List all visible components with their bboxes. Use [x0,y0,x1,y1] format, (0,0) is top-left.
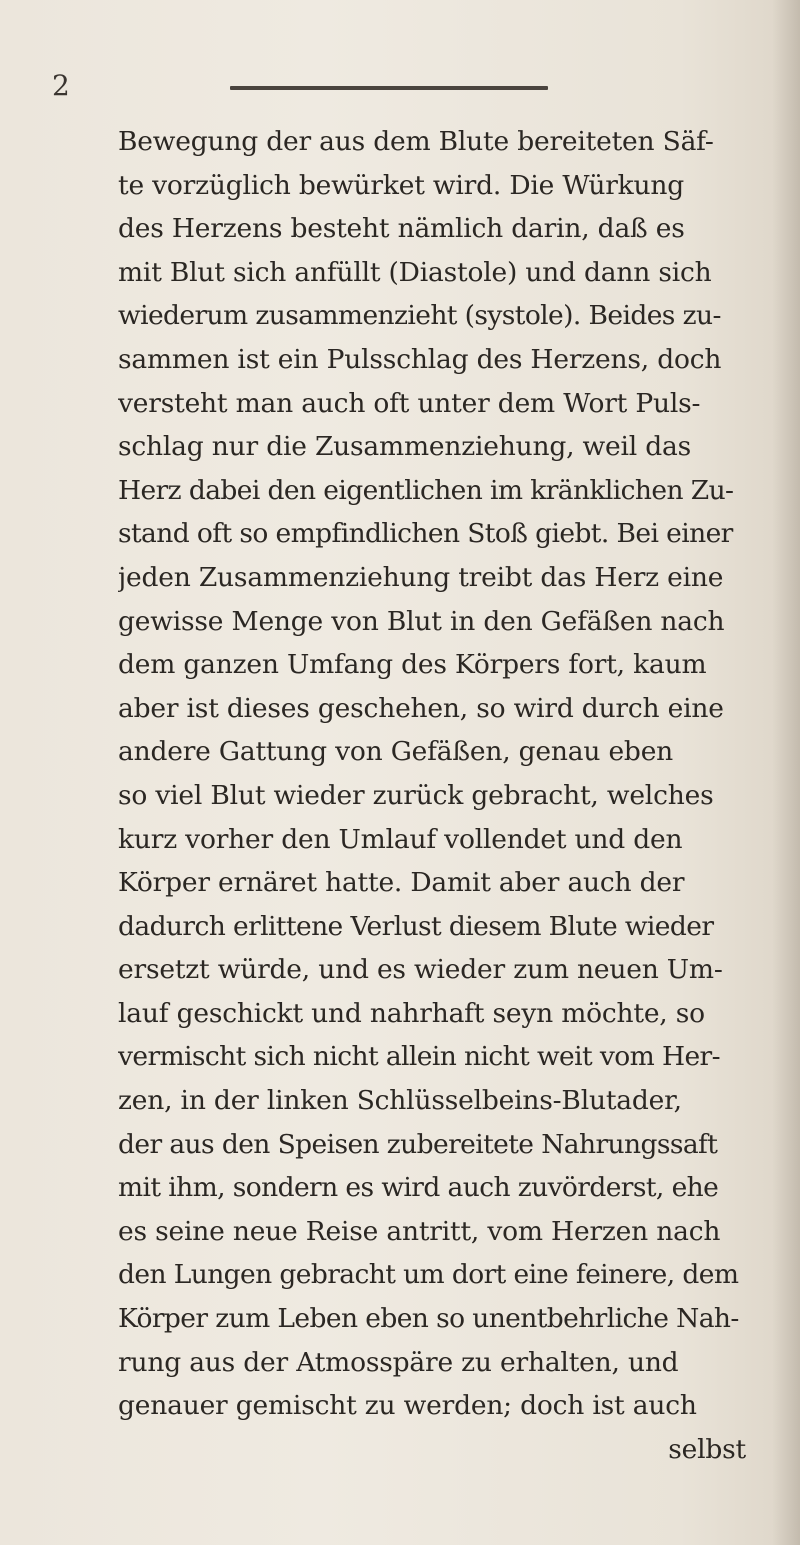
text-line: es seine neue Reise antritt, vom Herzen nach [118,1215,721,1247]
header-rule [230,86,548,90]
text-line: des Herzens besteht nämlich darin, daß es [118,213,685,245]
text-line: dadurch erlittene Verlust diesem Blute wieder [118,910,714,942]
text-line: gewisse Menge von Blut in den Gefäßen nach [118,605,725,637]
text-line: Bewegung der aus dem Blute bereiteten Säf- [118,126,714,157]
text-line: aber ist dieses geschehen, so wird durch eine [118,692,724,724]
text-line: kurz vorher den Umlauf vollendet und den [118,823,683,855]
text-line: mit Blut sich anfüllt (Diastole) und dann sich [118,256,712,288]
body-text [118,120,758,1471]
text-line: ersetzt würde, und es wieder zum neuen Um- [118,954,723,986]
text-line: jeden Zusammenziehung treibt das Herz eine [118,561,724,593]
text-line: Körper zum Leben eben so unentbehrliche Nah- [118,1303,739,1335]
text-line: vermischt sich nicht allein nicht weit vom Her- [118,1041,720,1073]
text-line: rung aus der Atmosspäre zu erhalten, und [118,1346,679,1378]
text-line: den Lungen gebracht um dort eine feinere, dem [118,1259,739,1291]
text-line: dem ganzen Umfang des Körpers fort, kaum [118,649,707,681]
text-line: der aus den Speisen zubereitete Nahrungssaft [118,1128,718,1160]
text-line: stand oft so empfindlichen Stoß giebt. Bei einer [118,518,733,550]
text-line: andere Gattung von Gefäßen, genau eben [118,736,674,768]
text-line: so viel Blut wieder zurück gebracht, welches [118,779,714,811]
text-line: te vorzüglich bewürket wird. Die Würkung [118,169,685,201]
text-line: sammen ist ein Pulsschlag des Herzens, doch [118,343,722,375]
page-edge-shadow [772,0,800,1545]
text-line: genauer gemischt zu werden; doch ist auch [118,1390,697,1422]
text-line: wiederum zusammenzieht (systole). Beides zu- [118,300,721,332]
page-number: 2 [52,69,70,102]
text-line: Herz dabei den eigentlichen im kränklichen Zu- [118,474,734,506]
text-line: Körper ernäret hatte. Damit aber auch der [118,867,685,899]
text-line: lauf geschickt und nahrhaft seyn möchte, so [118,997,705,1029]
catchword: selbst [668,1433,746,1465]
text-line: zen, in der linken Schlüsselbeins-Blutader, [118,1085,682,1117]
text-line: mit ihm, sondern es wird auch zuvörderst, ehe [118,1172,719,1204]
text-line: schlag nur die Zusammenziehung, weil das [118,431,692,463]
text-line: versteht man auch oft unter dem Wort Puls- [118,387,701,419]
